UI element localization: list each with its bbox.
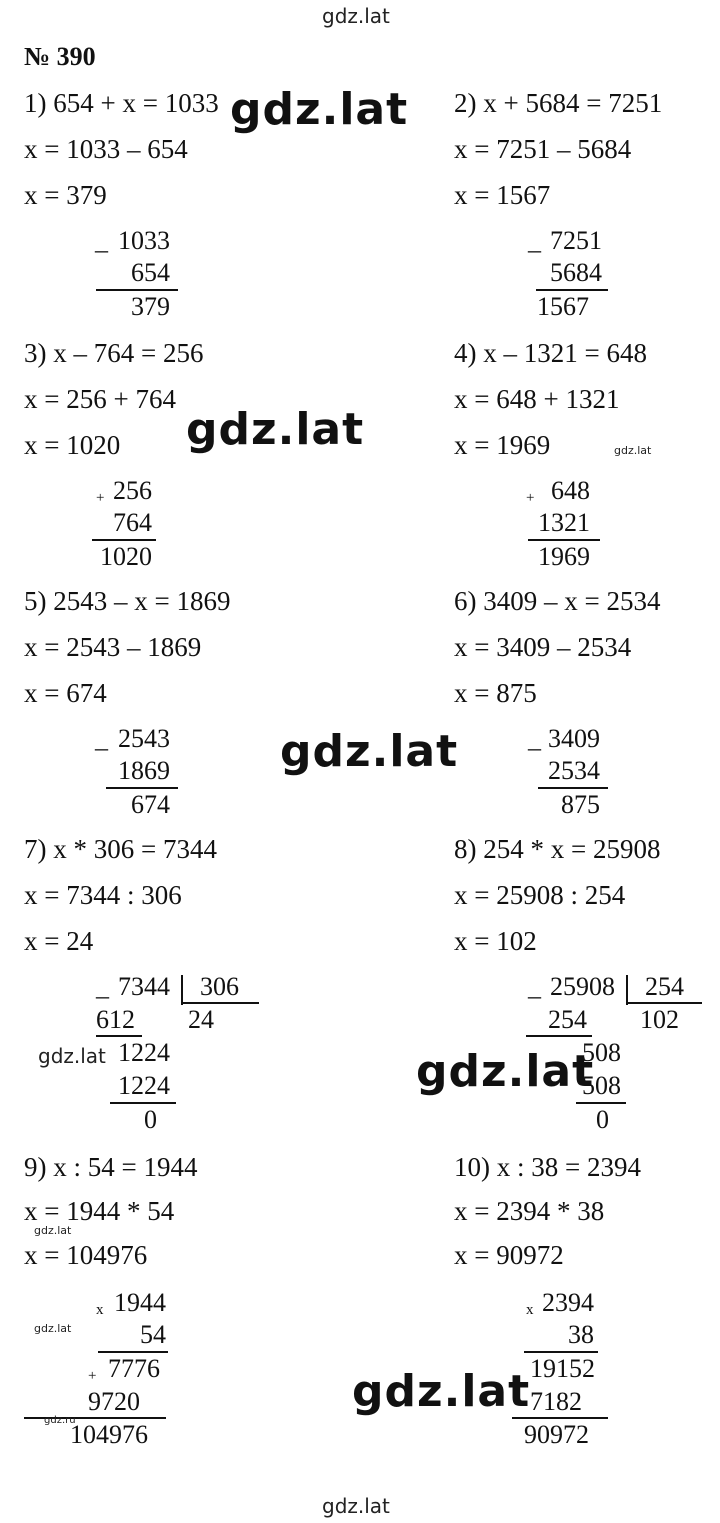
problem-8-division-bar	[626, 975, 628, 1005]
problem-4-answer: x = 1969	[454, 430, 551, 460]
problem-5-result-line	[106, 787, 178, 789]
problem-7-minus-sign: _	[96, 972, 109, 1001]
problem-7-line-1	[96, 1035, 142, 1037]
problem-1-minuend: 1033	[118, 226, 170, 255]
problem-8-minus-sign: _	[528, 972, 541, 1001]
problem-2-subtrahend: 5684	[550, 258, 602, 287]
problem-4-equation: 4) x – 1321 = 648	[454, 338, 647, 368]
watermark-overlay: gdz.lat	[186, 404, 365, 455]
problem-8-line-1	[526, 1035, 592, 1037]
problem-10-line-2	[512, 1417, 608, 1419]
problem-10-product: 90972	[524, 1420, 589, 1449]
problem-8-quotient: 102	[640, 1005, 679, 1034]
watermark-overlay-gdz-ru: gdz.ru	[44, 1415, 76, 1426]
problem-9-partial-2: 9720	[88, 1387, 140, 1416]
problem-7-answer: x = 24	[24, 926, 94, 956]
problem-10-line-1	[524, 1351, 598, 1353]
problem-7-divisor-line	[183, 1002, 259, 1004]
problem-5-answer: x = 674	[24, 678, 107, 708]
problem-9-partial-1: 7776	[108, 1354, 160, 1383]
problem-3-answer: x = 1020	[24, 430, 121, 460]
problem-5-minus-sign: _	[95, 724, 108, 753]
problem-3-result: 1020	[100, 542, 152, 571]
problem-1-result: 379	[131, 292, 170, 321]
problem-6-subtrahend: 2534	[548, 756, 600, 785]
problem-2-step: x = 7251 – 5684	[454, 134, 632, 164]
problem-4-result-line	[528, 539, 600, 541]
problem-7-remainder-1: 1224	[118, 1038, 170, 1067]
problem-7-line-2	[110, 1102, 176, 1104]
problem-7-final-remainder: 0	[144, 1105, 157, 1134]
problem-4-result: 1969	[538, 542, 590, 571]
problem-9-times-sign: x	[96, 1302, 104, 1318]
problem-1-result-line	[96, 289, 178, 291]
problem-8-subtract-2: 508	[582, 1071, 621, 1100]
problem-7-equation: 7) x * 306 = 7344	[24, 834, 217, 864]
problem-10-answer: x = 90972	[454, 1240, 564, 1270]
problem-9-factor-1: 1944	[114, 1288, 166, 1317]
problem-5-equation: 5) 2543 – x = 1869	[24, 586, 231, 616]
problem-2-result: 1567	[537, 292, 589, 321]
problem-5-minuend: 2543	[118, 724, 170, 753]
problem-8-subtract-1: 254	[548, 1005, 587, 1034]
problem-10-partial-1: 19152	[530, 1354, 595, 1383]
problem-4-step: x = 648 + 1321	[454, 384, 620, 414]
watermark-overlay: gdz.lat	[416, 1046, 595, 1097]
problem-1-answer: x = 379	[24, 180, 107, 210]
problem-7-dividend: 7344	[118, 972, 170, 1001]
problem-3-result-line	[92, 539, 156, 541]
problem-9-answer: x = 104976	[24, 1240, 148, 1270]
problem-8-divisor: 254	[645, 972, 684, 1001]
problem-10-factor-1: 2394	[542, 1288, 594, 1317]
problem-2-equation: 2) x + 5684 = 7251	[454, 88, 663, 118]
watermark-overlay: gdz.lat	[614, 444, 652, 457]
problem-8-dividend: 25908	[550, 972, 615, 1001]
problem-6-equation: 6) 3409 – x = 2534	[454, 586, 661, 616]
problem-4-addend-2: 1321	[538, 508, 590, 537]
problem-10-equation: 10) x : 38 = 2394	[454, 1152, 641, 1182]
problem-2-answer: x = 1567	[454, 180, 551, 210]
problem-1-step: x = 1033 – 654	[24, 134, 188, 164]
problem-5-result: 674	[131, 790, 170, 819]
problem-9-factor-2: 54	[140, 1320, 166, 1349]
watermark-overlay: gdz.lat	[38, 1044, 106, 1068]
problem-9-step: x = 1944 * 54	[24, 1196, 175, 1226]
problem-2-minuend: 7251	[550, 226, 602, 255]
problem-8-final-remainder: 0	[596, 1105, 609, 1134]
problem-6-result: 875	[561, 790, 600, 819]
problem-1-subtrahend: 654	[131, 258, 170, 287]
problem-8-equation: 8) 254 * x = 25908	[454, 834, 661, 864]
watermark-overlay: gdz.lat	[34, 1322, 72, 1335]
problem-9-product: 104976	[70, 1420, 148, 1449]
problem-10-step: x = 2394 * 38	[454, 1196, 605, 1226]
problem-2-result-line	[536, 289, 608, 291]
watermark-overlay: gdz.lat	[34, 1224, 72, 1237]
watermark-overlay: gdz.lat	[280, 726, 459, 777]
problem-2-minus-sign: _	[528, 226, 541, 255]
problem-3-plus-sign: +	[96, 490, 105, 506]
problem-3-addend-2: 764	[113, 508, 152, 537]
problem-7-division-bar	[181, 975, 183, 1005]
problem-3-step: x = 256 + 764	[24, 384, 176, 414]
problem-8-answer: x = 102	[454, 926, 537, 956]
problem-1-equation: 1) 654 + x = 1033	[24, 88, 219, 118]
problem-7-subtract-1: 612	[96, 1005, 135, 1034]
problem-8-step: x = 25908 : 254	[454, 880, 626, 910]
problem-7-quotient: 24	[188, 1005, 214, 1034]
problem-6-result-line	[538, 787, 608, 789]
problem-4-addend-1: 648	[551, 476, 590, 505]
problem-6-minus-sign: _	[528, 724, 541, 753]
problem-5-step: x = 2543 – 1869	[24, 632, 202, 662]
problem-5-subtrahend: 1869	[118, 756, 170, 785]
problem-9-plus-sign: +	[88, 1368, 97, 1384]
problem-6-step: x = 3409 – 2534	[454, 632, 632, 662]
header-watermark: gdz.lat	[322, 4, 390, 28]
problem-10-times-sign: x	[526, 1302, 534, 1318]
problem-8-remainder-1: 508	[582, 1038, 621, 1067]
problem-10-partial-2: 7182	[530, 1387, 582, 1416]
problem-9-line-1	[98, 1351, 168, 1353]
problem-6-answer: x = 875	[454, 678, 537, 708]
problem-8-line-2	[576, 1102, 626, 1104]
footer-watermark: gdz.lat	[322, 1494, 390, 1518]
problem-7-subtract-2: 1224	[118, 1071, 170, 1100]
exercise-title: № 390	[24, 42, 96, 71]
watermark-overlay: gdz.lat	[230, 84, 409, 135]
problem-3-addend-1: 256	[113, 476, 152, 505]
problem-7-step: x = 7344 : 306	[24, 880, 182, 910]
problem-9-equation: 9) x : 54 = 1944	[24, 1152, 198, 1182]
problem-7-divisor: 306	[200, 972, 239, 1001]
problem-8-divisor-line	[628, 1002, 702, 1004]
problem-1-minus-sign: _	[95, 226, 108, 255]
problem-6-minuend: 3409	[548, 724, 600, 753]
problem-4-plus-sign: +	[526, 490, 535, 506]
problem-10-factor-2: 38	[568, 1320, 594, 1349]
problem-3-equation: 3) x – 764 = 256	[24, 338, 204, 368]
watermark-overlay: gdz.lat	[352, 1366, 531, 1417]
